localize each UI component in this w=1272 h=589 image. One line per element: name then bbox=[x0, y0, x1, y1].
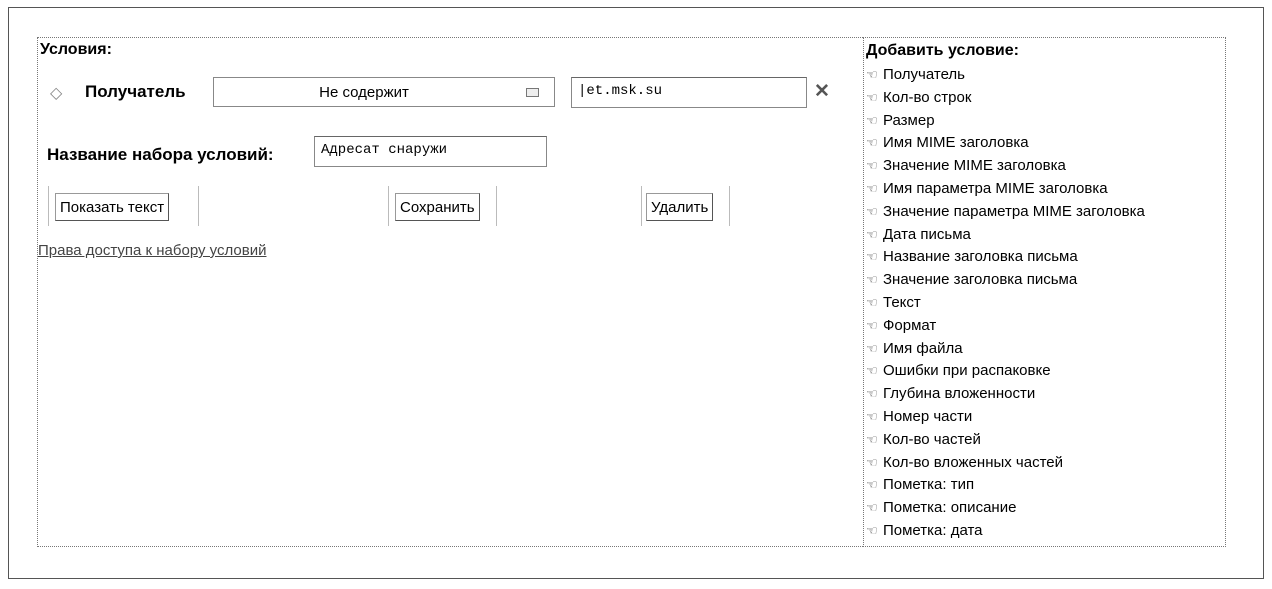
add-condition-item[interactable]: ☜ Имя параметра MIME заголовка bbox=[866, 179, 1108, 197]
dropdown-icon bbox=[526, 88, 539, 97]
pointing-hand-left-icon: ☜ bbox=[866, 386, 878, 402]
show-text-button[interactable]: Показать текст bbox=[55, 193, 169, 221]
pointing-hand-left-icon: ☜ bbox=[866, 431, 878, 447]
diamond-icon[interactable]: ◇ bbox=[50, 85, 63, 102]
pointing-hand-left-icon: ☜ bbox=[866, 67, 878, 82]
pointing-hand-left-icon: ☜ bbox=[866, 158, 878, 174]
add-condition-item[interactable]: ☜ Имя MIME заголовка bbox=[866, 134, 1029, 152]
add-condition-item[interactable]: ☜ Пометка: описание bbox=[866, 499, 1017, 517]
add-condition-item[interactable]: ☜ Кол-во строк bbox=[866, 88, 972, 106]
add-condition-item[interactable]: ☜ Глубина вложенности bbox=[866, 385, 1036, 403]
add-condition-item[interactable]: ☜ Имя файла bbox=[866, 339, 963, 357]
conditions-header: Условия: bbox=[40, 41, 112, 58]
add-condition-item[interactable]: ☜ Кол-во частей bbox=[866, 430, 981, 448]
pointing-hand-left-icon: ☜ bbox=[866, 340, 878, 356]
remove-condition-icon[interactable]: ✕ bbox=[814, 81, 830, 102]
access-rights-link[interactable]: Права доступа к набору условий bbox=[38, 242, 267, 259]
pointing-hand-left-icon: ☜ bbox=[866, 226, 878, 242]
add-condition-item[interactable]: ☜ Получатель bbox=[866, 66, 965, 83]
pointing-hand-left-icon: ☜ bbox=[866, 272, 878, 288]
save-button[interactable]: Сохранить bbox=[395, 193, 480, 221]
add-condition-item[interactable]: ☜ Значение MIME заголовка bbox=[866, 157, 1066, 175]
pointing-hand-left-icon: ☜ bbox=[866, 180, 878, 196]
add-condition-item[interactable]: ☜ Пометка: тип bbox=[866, 476, 975, 494]
pointing-hand-left-icon: ☜ bbox=[866, 317, 878, 333]
add-condition-item[interactable]: ☜ Текст bbox=[866, 293, 921, 311]
delete-button[interactable]: Удалить bbox=[646, 193, 713, 221]
add-condition-item[interactable]: ☜ Дата письма bbox=[866, 225, 971, 243]
add-condition-item[interactable]: ☜ Значение заголовка письма bbox=[866, 271, 1078, 289]
set-name-input[interactable]: Адресат снаружи bbox=[314, 136, 547, 167]
operator-select[interactable] bbox=[213, 77, 555, 107]
add-condition-header: Добавить условие: bbox=[866, 42, 1019, 59]
pointing-hand-left-icon: ☜ bbox=[866, 135, 878, 151]
add-condition-item[interactable]: ☜ Пометка: дата bbox=[866, 521, 983, 539]
add-condition-item[interactable]: ☜ Название заголовка письма bbox=[866, 248, 1078, 266]
rule-field-label: Получатель bbox=[85, 82, 186, 101]
add-condition-item[interactable]: ☜ Номер части bbox=[866, 407, 973, 425]
pointing-hand-left-icon: ☜ bbox=[866, 522, 878, 538]
pointing-hand-left-icon: ☜ bbox=[866, 112, 878, 128]
operator-value: Не содержит bbox=[319, 84, 409, 101]
pointing-hand-left-icon: ☜ bbox=[866, 454, 878, 470]
add-condition-item[interactable]: ☜ Формат bbox=[866, 316, 937, 334]
pointing-hand-left-icon: ☜ bbox=[866, 294, 878, 310]
pointing-hand-left-icon: ☜ bbox=[866, 203, 878, 219]
rule-value-input[interactable]: |et.msk.su bbox=[571, 77, 807, 108]
set-name-label: Название набора условий: bbox=[47, 145, 274, 164]
conditions-panel bbox=[37, 37, 863, 547]
pointing-hand-left-icon: ☜ bbox=[866, 249, 878, 265]
add-condition-item[interactable]: ☜ Ошибки при распаковке bbox=[866, 362, 1051, 380]
add-condition-list bbox=[866, 65, 1145, 544]
add-condition-item[interactable]: ☜ Значение параметра MIME заголовка bbox=[866, 202, 1145, 220]
pointing-hand-left-icon: ☜ bbox=[866, 363, 878, 379]
pointing-hand-left-icon: ☜ bbox=[866, 408, 878, 424]
add-condition-item[interactable]: ☜ Размер bbox=[866, 111, 935, 129]
pointing-hand-left-icon: ☜ bbox=[866, 89, 878, 105]
add-condition-item[interactable]: ☜ Кол-во вложенных частей bbox=[866, 453, 1063, 471]
pointing-hand-left-icon: ☜ bbox=[866, 500, 878, 516]
pointing-hand-left-icon: ☜ bbox=[866, 477, 878, 493]
